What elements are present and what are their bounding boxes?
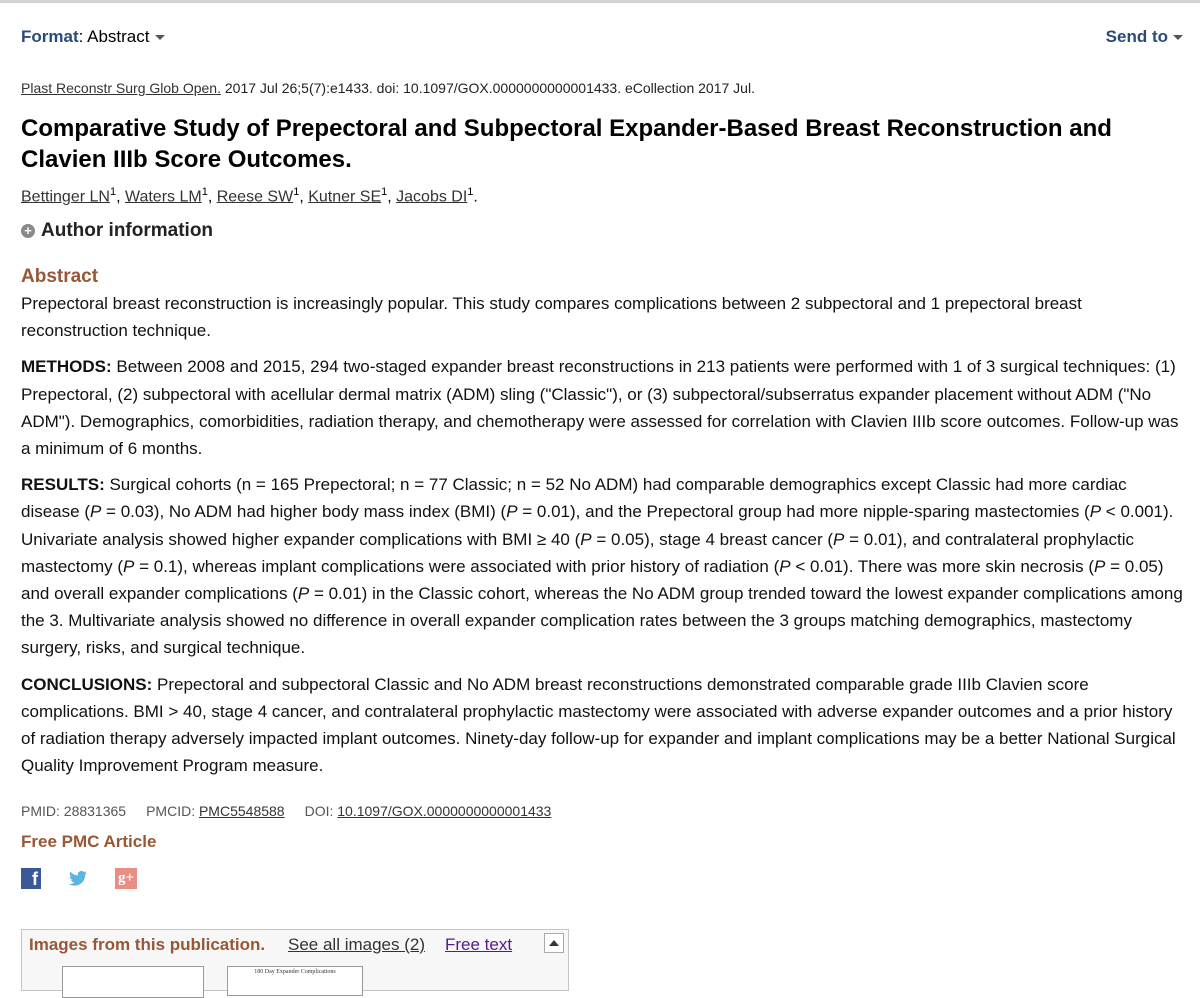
results-text-segment: = 0.01) in the Classic cohort, whereas the No ADM group trended toward the lowest expander complications among the 3. Multivariate analysis showed no difference in overall expander complication rates between the 3 groups matching demographics, mastectomy surgery, risks, and surgical technique.	[21, 584, 1183, 658]
author-link[interactable]: Kutner SE	[308, 188, 382, 206]
thumbnail-caption: 180 Day Expander Complications	[254, 969, 336, 975]
abstract-results	[21, 471, 1183, 661]
results-text-segment: < 0.001). Univariate analysis showed higher expander complications with BMI ≥ 40 (	[21, 502, 1174, 549]
abstract-intro: Prepectoral breast reconstruction is increasingly popular. This study compares complications between 2 subpectoral and 1 prepectoral breast reconstruction technique.	[21, 294, 1082, 341]
pmcid-label: PMCID:	[146, 803, 199, 819]
collapse-panel-button[interactable]	[544, 933, 564, 953]
author-list	[21, 186, 478, 206]
twitter-icon[interactable]	[67, 868, 89, 889]
top-border	[0, 0, 1200, 3]
p-value-symbol: P	[779, 556, 791, 576]
p-value-symbol: P	[297, 584, 310, 604]
author-affiliation-number: 1	[109, 186, 117, 198]
journal-link[interactable]: Plast Reconstr Surg Glob Open.	[21, 80, 221, 96]
p-value-symbol: P	[833, 529, 845, 549]
google-plus-icon[interactable]: g+	[115, 868, 137, 889]
image-thumbnail-1[interactable]	[62, 966, 204, 998]
abstract-heading: Abstract	[21, 266, 99, 287]
author-affiliation-number: 1	[467, 186, 474, 198]
author-separator: ,	[116, 188, 125, 206]
results-text-segment: < 0.01). There was more skin necrosis (	[790, 556, 1095, 576]
doi-label: DOI:	[304, 803, 338, 819]
results-text	[21, 475, 1183, 657]
results-text-segment: = 0.1), whereas implant complications were associated with prior history of radiation (	[134, 556, 780, 576]
article-title: Comparative Study of Prepectoral and Subpectoral Expander-Based Breast Reconstruction and Clavien IIIb Score Outcomes.	[21, 115, 1112, 173]
free-pmc-article-label: Free PMC Article	[21, 832, 157, 851]
pmcid-link[interactable]: PMC5548588	[198, 803, 285, 819]
abstract-body	[21, 290, 1183, 788]
p-value-symbol: P	[580, 529, 592, 549]
format-label: Format	[21, 27, 79, 46]
expand-plus-icon: +	[21, 224, 35, 238]
images-panel-title: Images from this publication.	[29, 935, 266, 954]
pmid: PMID: 28831365	[21, 803, 127, 819]
conclusions-label: CONCLUSIONS:	[21, 674, 153, 694]
citation-details: 2017 Jul 26;5(7):e1433. doi: 10.1097/GOX.0000000000001433. eCollection 2017 Jul.	[221, 80, 755, 96]
author-affiliation-number: 1	[201, 186, 208, 198]
send-to-label: Send to	[1105, 27, 1168, 46]
results-text-segment: = 0.05) and overall expander complications (	[21, 556, 1164, 604]
format-dropdown[interactable]	[21, 27, 165, 47]
author-separator: ,	[299, 188, 309, 206]
author-separator: .	[473, 188, 478, 206]
author-separator: ,	[387, 188, 397, 206]
results-label: RESULTS:	[21, 475, 105, 495]
facebook-icon[interactable]: f	[21, 868, 41, 889]
citation	[21, 80, 755, 96]
chevron-down-icon	[155, 35, 165, 40]
format-bar	[21, 27, 1183, 51]
author-information-label: Author information	[41, 220, 214, 241]
author-affiliation-number: 1	[293, 186, 300, 198]
author-link[interactable]: Waters LM	[124, 188, 202, 206]
images-from-publication-panel	[21, 929, 569, 991]
p-value-symbol: P	[506, 502, 518, 522]
results-text-segment: = 0.01), and the Prepectoral group had more nipple-sparing mastectomies (	[517, 502, 1090, 522]
abstract-methods	[21, 353, 1183, 462]
author-affiliation-number: 1	[381, 186, 388, 198]
p-value-symbol: P	[89, 502, 102, 522]
send-to-dropdown[interactable]	[1106, 27, 1183, 47]
author-separator: ,	[207, 188, 217, 206]
social-share	[21, 868, 137, 889]
chevron-down-icon	[1173, 35, 1183, 40]
p-value-symbol: P	[123, 556, 135, 576]
see-all-images-link[interactable]: See all images (2)	[288, 935, 426, 954]
abstract-conclusions	[21, 671, 1183, 780]
format-value: : Abstract	[78, 27, 150, 46]
author-link[interactable]: Jacobs DI	[396, 188, 468, 206]
results-text-segment: = 0.03), No ADM had higher body mass index (BMI) (	[101, 502, 507, 522]
image-thumbnail-2[interactable]	[227, 966, 363, 996]
identifiers	[21, 803, 551, 819]
free-text-link[interactable]: Free text	[445, 935, 513, 954]
methods-text: Between 2008 and 2015, 294 two-staged expander breast reconstructions in 213 patients were performed with 1 of 3 surgical techniques: (1) Prepectoral, (2) subpectoral with acellular dermal matrix (ADM) sling ("Classic"), or (3) subpectoral/subserratus expander placement without ADM ("No ADM"). Demographics, comorbidities, radiation therapy, and chemotherapy were assessed for correlation with Clavien IIIb score outcomes. Follow-up was a minimum of 6 months.	[21, 357, 1179, 459]
methods-label: METHODS:	[21, 357, 112, 377]
results-text-segment: Surgical cohorts (n = 165 Prepectoral; n = 77 Classic; n = 52 No ADM) had comparable demographics except Classic had more cardiac disease (	[21, 475, 1127, 522]
author-link[interactable]: Bettinger LN	[21, 188, 110, 206]
results-text-segment: = 0.01), and contralateral prophylactic mastectomy (	[21, 529, 1135, 576]
conclusions-text: Prepectoral and subpectoral Classic and No ADM breast reconstructions demonstrated comparable grade IIIb Clavien score complications. BMI > 40, stage 4 cancer, and contralateral prophylactic mastectomy were associated with adverse expander outcomes and a prior history of radiation therapy adversely impacted implant outcomes. Ninety-day follow-up for expander and implant complications may be a better National Surgical Quality Improvement Program measure.	[21, 674, 1176, 776]
author-link[interactable]: Reese SW	[216, 188, 294, 206]
doi-link[interactable]: 10.1097/GOX.0000000000001433	[337, 803, 552, 819]
results-text-segment: = 0.05), stage 4 breast cancer (	[591, 529, 834, 549]
p-value-symbol: P	[1089, 502, 1102, 522]
p-value-symbol: P	[1094, 556, 1106, 576]
author-information-toggle[interactable]	[21, 220, 213, 242]
